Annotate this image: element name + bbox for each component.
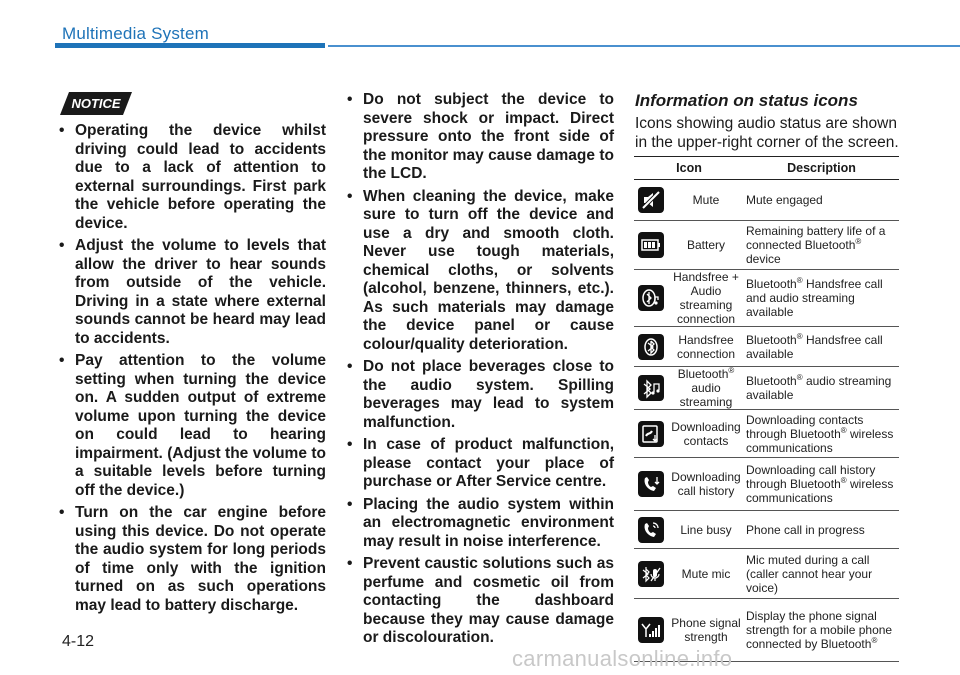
- icon-description: Bluetooth® Handsfree call and audio streaming available: [744, 270, 899, 327]
- page-number: 4-12: [62, 633, 95, 650]
- mute-icon: [638, 187, 664, 213]
- line-busy-icon: [638, 517, 664, 543]
- notice-item: • When cleaning the device, make sure to turn off the device and use a dry and smooth cloth. Never use tough materials, chemical cloths, or solvents (alcohol, benzene, thinners, etc.). As such materials may damage the device panel or cause colour/quality deterioration.: [347, 187, 614, 353]
- notice-item: • Turn on the car engine before using this device. Do not operate the audio system for long periods of time only with the ignition turned on as such operations may lead to battery discharge.: [59, 504, 326, 614]
- handsfree-icon: [638, 334, 664, 360]
- icon-name: Mute: [668, 180, 744, 221]
- battery-icon: [638, 232, 664, 258]
- section-title: Multimedia System: [62, 24, 209, 43]
- icon-name: Line busy: [668, 511, 744, 549]
- icon-name: Downloading contacts: [668, 410, 744, 458]
- icon-name: Phone signal strength: [668, 599, 744, 662]
- bluetooth-audio-icon: [638, 375, 664, 401]
- icon-description: Mute engaged: [744, 180, 899, 221]
- icon-description: Bluetooth® Handsfree call available: [744, 327, 899, 367]
- header-rule-thin: [328, 45, 960, 47]
- notice-item: • Prevent caustic solutions such as perfume and cosmetic oil from contacting the dashboard because they may cause damage or discolouration.: [347, 555, 614, 646]
- phone-signal-icon: [638, 617, 664, 643]
- table-row: [634, 327, 899, 367]
- icon-name: Handsfree connection: [668, 327, 744, 367]
- icon-description: Remaining battery life of a connected Bluetooth® device: [744, 221, 899, 270]
- icon-name: Downloading call history: [668, 458, 744, 511]
- status-icons-table: [634, 156, 899, 662]
- status-icons-heading: Information on status icons: [635, 91, 858, 110]
- icon-name: Handsfree + Audio streaming connection: [668, 270, 744, 327]
- notice-column-left: [57, 122, 326, 619]
- downloading-call-history-icon: [638, 471, 664, 497]
- table-row: [634, 221, 899, 270]
- notice-item: • Adjust the volume to levels that allow the driver to hear sounds from outside of the vehicle. Driving in a state where external sounds cannot be heard may lead to accidents.: [59, 237, 326, 347]
- notice-item: • In case of product malfunction, please contact your place of purchase or After Service centre.: [347, 436, 614, 490]
- notice-item: • Do not place beverages close to the audio system. Spilling beverages may lead to system malfunction.: [347, 358, 614, 431]
- notice-badge: [60, 92, 132, 115]
- icon-description: Bluetooth® audio streaming available: [744, 367, 899, 410]
- downloading-contacts-icon: [638, 421, 664, 447]
- icon-description: Downloading call history through Bluetooth® wireless communications: [744, 458, 899, 511]
- status-icons-intro: Icons showing audio status are shown in the upper-right corner of the screen.: [635, 115, 899, 151]
- icon-description: Mic muted during a call (caller cannot hear your voice): [744, 549, 899, 599]
- icon-description: Downloading contacts through Bluetooth® wireless communications: [744, 410, 899, 458]
- notice-item: • Placing the audio system within an electromagnetic environment may result in noise interference.: [347, 495, 614, 550]
- icon-name: Battery: [668, 221, 744, 270]
- icon-description: Phone call in progress: [744, 511, 899, 549]
- mute-mic-icon: [638, 561, 664, 587]
- notice-item: • Pay attention to the volume setting when turning the device on. A sudden output of extreme volume upon turning the device on could lead to hearing impairment. (Adjust the volume to a suitable levels before turning off the device.): [59, 352, 326, 499]
- icon-description: Display the phone signal strength for a mobile phone connected by Bluetooth®: [744, 599, 899, 662]
- icon-name: Bluetooth® audio streaming: [668, 367, 744, 410]
- notice-item: • Operating the device whilst driving could lead to accidents due to a lack of attention to external surroundings. First park the vehicle before operating the device.: [59, 122, 326, 232]
- handsfree-audio-icon: [638, 285, 664, 311]
- table-row: [634, 511, 899, 549]
- table-row: [634, 367, 899, 410]
- icon-name: Mute mic: [668, 549, 744, 599]
- table-row: [634, 458, 899, 511]
- header-rule-thick: [55, 43, 325, 48]
- notice-column-middle: [345, 91, 614, 652]
- notice-item: • Do not subject the device to severe shock or impact. Direct pressure onto the front side of the monitor may cause damage to the LCD.: [347, 91, 614, 182]
- table-row: [634, 410, 899, 458]
- table-row: [634, 549, 899, 599]
- watermark: carmanualsonline.info: [512, 646, 733, 671]
- table-row: [634, 180, 899, 221]
- col-header-description: Description: [744, 157, 899, 180]
- col-header-icon: Icon: [634, 157, 744, 180]
- notice-label: NOTICE: [71, 96, 121, 111]
- table-row: [634, 270, 899, 327]
